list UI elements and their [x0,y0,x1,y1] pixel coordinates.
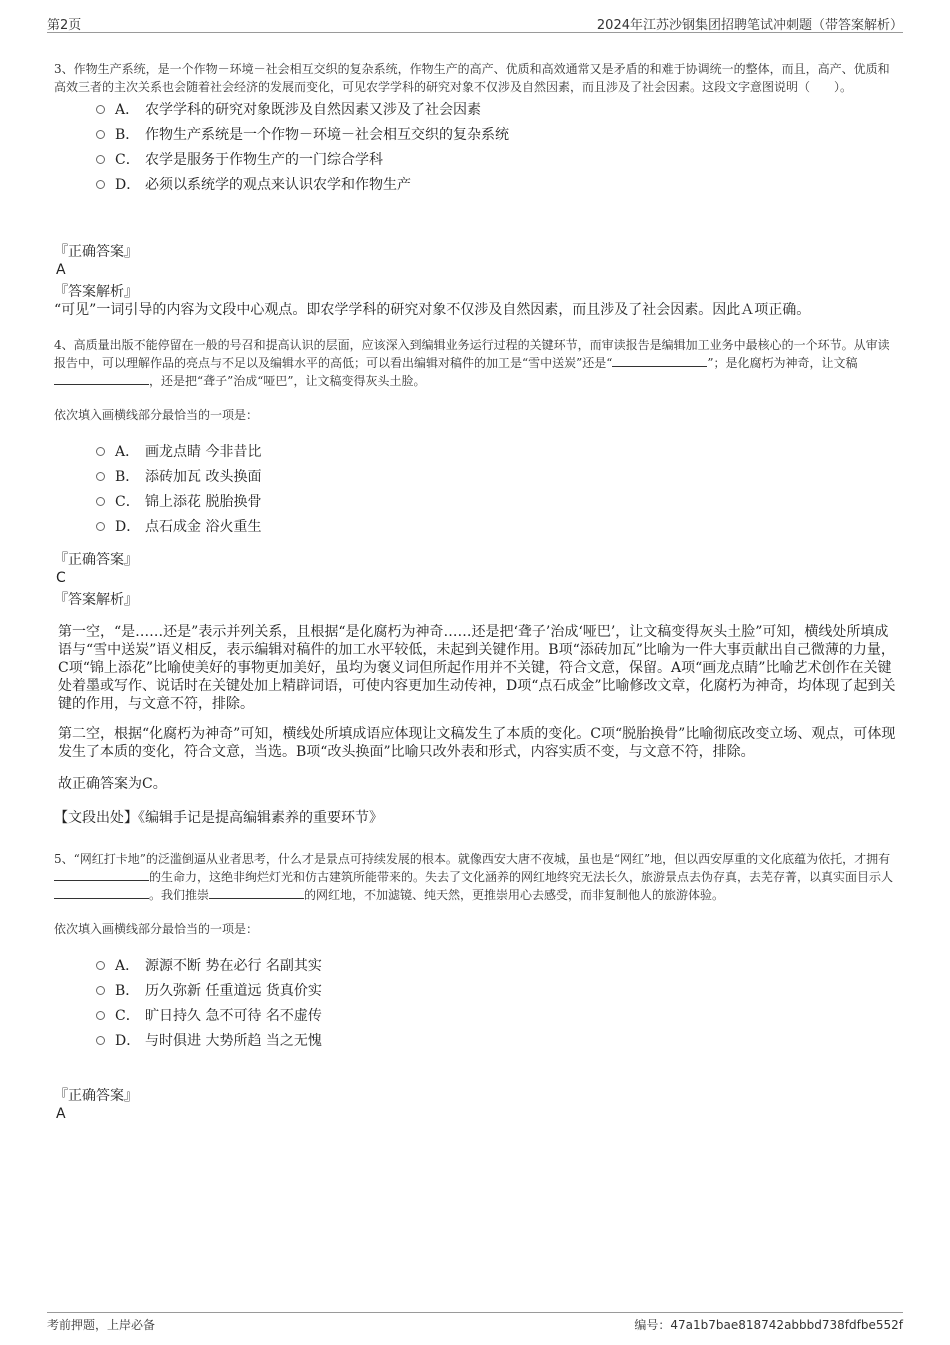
question-5-text: 5、“网红打卡地”的泛滥倒逼从业者思考，什么才是景点可持续发展的根本。就像西安大唐不夜城，虽也是“网红”地，但以西安厚重的文化底蕴为依托，才拥有的生命力，这绝非绚烂灯光和仿古建筑所能带来的。失去了文化涵养的网红地终究无法长久，旅游景点去伪存真，去芜存菁，以真实面目示人。我们推崇 的网红地，不加滤镜、纯天然，更推崇用心去感受，而非复制他人的旅游体验。 [54,852,894,902]
footer-slogan: 考前押题，上岸必备 [47,1318,156,1332]
answer-heading: 『正确答案』 [54,244,138,260]
question-4-options [96,442,896,542]
radio-icon[interactable] [96,961,105,970]
option-b[interactable]: B． 作物生产系统是一个作物－环境－社会相互交织的复杂系统 [96,125,896,150]
answer-value: A [56,1106,66,1122]
option-d[interactable]: D． 与时俱进 大势所趋 当之无愧 [96,1031,896,1056]
answer-heading: 『正确答案』 [54,1088,138,1104]
option-c[interactable]: C． 锦上添花 脱胎换骨 [96,492,896,517]
fill-blank [209,886,304,899]
option-a[interactable]: A． 画龙点睛 今非昔比 [96,442,896,467]
radio-icon[interactable] [96,986,105,995]
question-5-options [96,956,896,1056]
question-3 [54,60,896,200]
analysis-paragraph-3: 故正确答案为C。 [58,776,167,792]
document-title: 2024年江苏沙钢集团招聘笔试冲刺题（带答案解析） [596,18,903,33]
radio-icon[interactable] [96,1011,105,1020]
page-footer [47,1312,903,1334]
fill-blank [54,886,149,899]
question-4 [54,336,896,542]
page-number: 第2页 [47,18,82,33]
radio-icon[interactable] [96,155,105,164]
question-4-answer [54,551,896,827]
analysis-paragraph-1: 第一空，“是……还是”表示并列关系，且根据“是化腐朽为神奇……还是把‘聋子’治成‘哑巴’，让文稿变得灰头土脸”可知，横线处所填成语与“雪中送炭”语义相反，表示编辑对稿件的加工水平较低，未起到关键作用。B项“添砖加瓦”比喻为一件大事贡献出自己微薄的力量，C项“锦上添花”比喻使美好的事物更加美好，虽均为褒义词但所起作用并不关键，符合文意，保留。A项“画龙点睛”比喻艺术创作在关键处着墨或写作、说话时在关键处加上精辟词语，可使内容更加生动传神，D项“点石成金”比喻修改文章，化腐朽为神奇，均体现了起到关键的作用，与文意不符，排除。 [58,624,896,712]
option-c[interactable]: C． 旷日持久 急不可待 名不虚传 [96,1006,896,1031]
option-b[interactable]: B． 添砖加瓦 改头换面 [96,467,896,492]
analysis-heading: 『答案解析』 [54,284,138,300]
fill-blank [54,372,149,385]
answer-value: A [56,262,66,278]
radio-icon[interactable] [96,522,105,531]
question-5-answer [54,1087,896,1123]
option-d[interactable]: D． 点石成金 浴火重生 [96,517,896,542]
fill-blank [54,868,149,881]
radio-icon[interactable] [96,497,105,506]
question-5 [54,850,896,1056]
analysis-paragraph-2: 第二空，根据“化腐朽为神奇”可知，横线处所填成语应体现让文稿发生了本质的变化。C项“脱胎换骨”比喻彻底改变立场、观点，可体现发生了本质的变化，符合文意，当选。B项“改头换面”比喻只改外表和形式，内容实质不变，与文意不符，排除。 [58,726,896,760]
radio-icon[interactable] [96,180,105,189]
option-d[interactable]: D． 必须以系统学的观点来认识农学和作物生产 [96,175,896,200]
option-b[interactable]: B． 历久弥新 任重道远 货真价实 [96,981,896,1006]
question-3-text: 3、作物生产系统，是一个作物－环境－社会相互交织的复杂系统，作物生产的高产、优质和高效通常又是矛盾的和难于协调统一的整体，而且，高产、优质和高效三者的主次关系也会随着社会经济的发展而变化，可见农学学科的研究对象不仅涉及自然因素，而且涉及了社会因素。这段文字意图说明（ ）。 [54,62,890,94]
answer-value: C [56,570,66,586]
radio-icon[interactable] [96,447,105,456]
question-5-prompt: 依次填入画横线部分最恰当的一项是： [54,922,259,936]
page-header [47,14,903,33]
document-id: 编号：47a1b7bae818742abbbd738fdfbe552f [634,1318,903,1332]
question-4-text: 4、高质量出版不能停留在一般的号召和提高认识的层面，应该深入到编辑业务运行过程的关键环节，而审读报告是编辑加工业务中最核心的一个环节。从审读报告中，可以理解作品的亮点与不足以及编辑水平的高低；可以看出编辑对稿件的加工是“雪中送炭”还是“ ”；是化腐朽为神奇，让文稿，还是把“聋子”治成“哑巴”，让文稿变得灰头土脸。 [54,338,890,388]
question-3-options [96,100,896,200]
source-note: 【文段出处】《编辑手记是提高编辑素养的重要环节》 [54,810,383,826]
radio-icon[interactable] [96,1036,105,1045]
option-a[interactable]: A． 源源不断 势在必行 名副其实 [96,956,896,981]
radio-icon[interactable] [96,130,105,139]
radio-icon[interactable] [96,105,105,114]
analysis-text: “可见”一词引导的内容为文段中心观点。即农学学科的研究对象不仅涉及自然因素，而且涉及了社会因素。因此Ａ项正确。 [54,302,811,318]
answer-heading: 『正确答案』 [54,552,138,568]
option-c[interactable]: C． 农学是服务于作物生产的一门综合学科 [96,150,896,175]
analysis-heading: 『答案解析』 [54,592,138,608]
question-4-prompt: 依次填入画横线部分最恰当的一项是： [54,408,259,422]
option-a[interactable]: A． 农学学科的研究对象既涉及自然因素又涉及了社会因素 [96,100,896,125]
radio-icon[interactable] [96,472,105,481]
question-3-answer [54,243,896,319]
fill-blank [612,354,707,367]
